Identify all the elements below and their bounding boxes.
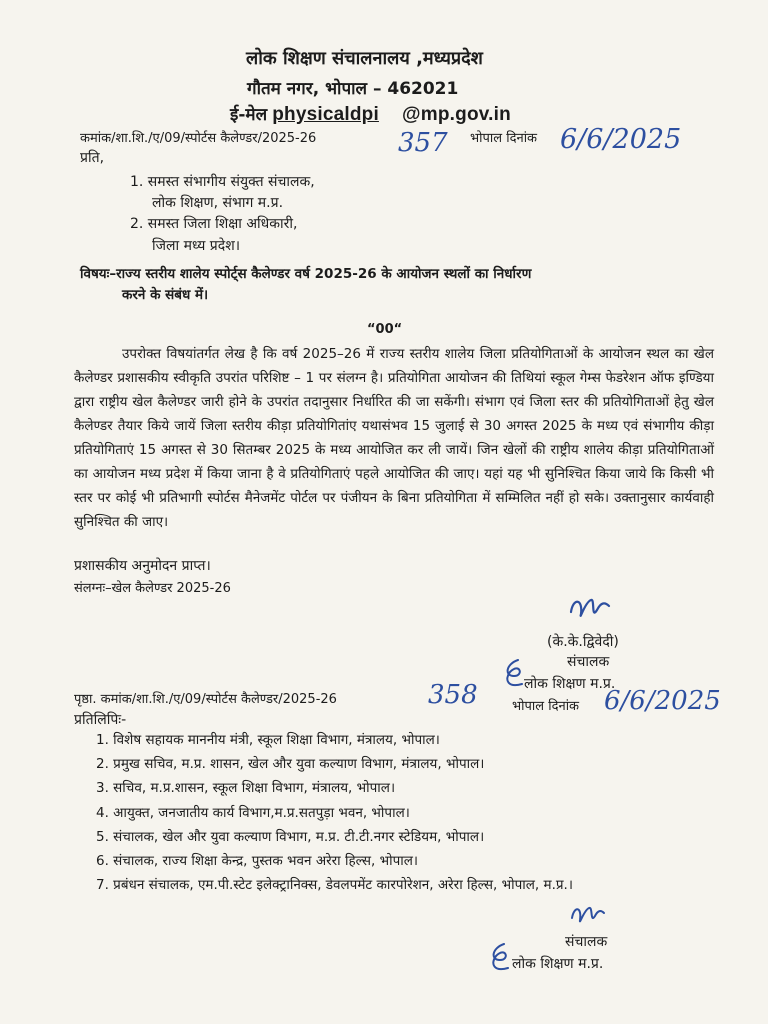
attachment-note: संलग्नः–खेल कैलेण्डर 2025-26 bbox=[74, 581, 231, 596]
subject-line-2: करने के संबंध में। bbox=[122, 287, 209, 303]
copy-item: 4. आयुक्त, जनजातीय कार्य विभाग,म.प्र.सतपुड़ा भवन, भोपाल। bbox=[96, 804, 410, 821]
place-date-label: भोपाल दिनांक bbox=[470, 131, 538, 146]
email-line bbox=[230, 102, 511, 126]
email-label: ई-मेल bbox=[230, 105, 268, 125]
copy-signatory-office: लोक शिक्षण म.प्र. bbox=[512, 956, 604, 972]
to-label: प्रति, bbox=[80, 150, 105, 166]
copy-signatory-title: संचालक bbox=[565, 934, 608, 950]
copy-handwritten-ref-number: 358 bbox=[428, 680, 478, 710]
org-name: लोक शिक्षण संचालनालय ,मध्यप्रदेश bbox=[246, 48, 483, 69]
recipient-2-line1: 2. समस्त जिला शिक्षा अधिकारी, bbox=[130, 216, 298, 232]
copy-item: 1. विशेष सहायक माननीय मंत्री, स्कूल शिक्षा विभाग, मंत्रालय, भोपाल। bbox=[96, 732, 440, 748]
handwritten-date: 6/6/2025 bbox=[560, 124, 682, 155]
signature-initials-1 bbox=[565, 592, 615, 626]
recipient-1-line1: 1. समस्त संभागीय संयुक्त संचालक, bbox=[130, 174, 315, 190]
org-address: गौतम नगर, भोपाल – 462021 bbox=[247, 79, 459, 99]
signature-initials-2 bbox=[568, 900, 608, 930]
copy-ref-number: पृष्ठा. कमांक/शा.शि./ए/09/स्पोर्टस कैलेण्डर/2025-26 bbox=[74, 692, 337, 707]
separator: “00“ bbox=[367, 322, 403, 337]
email-domain: @mp.gov.in bbox=[402, 104, 511, 125]
signatory-office: लोक शिक्षण म.प्र. bbox=[524, 676, 616, 692]
email-user: physicaldpi bbox=[272, 104, 379, 125]
copy-place-date-label: भोपाल दिनांक bbox=[512, 699, 580, 714]
copy-item: 2. प्रमुख सचिव, म.प्र. शासन, खेल और युवा कल्याण विभाग, मंत्रालय, भोपाल। bbox=[96, 756, 485, 773]
body-paragraph: उपरोक्त विषयांतर्गत लेख है कि वर्ष 2025–26 में राज्य स्तरीय शालेय जिला प्रतियोगिताओं के आयोजन स्थल का खेल कैलेण्डर प्रशासकीय स्वीकृति उपरांत परिशिष्ट – 1 पर संलग्न है। प्रतियोगिता आयोजन की तिथियां स्कूल गेम्स फेडरेशन ऑफ इण्डिया द्वारा राष्ट्रीय खेल कैलेण्डर जारी होने के उपरांत तदानुसार निर्धारित की जा सकेंगी। संभाग एवं जिला स्तर की प्रतियोगिताओं हेतु खेल कैलेण्डर तैयार किये जायें जिला स्तरीय कीड़ा प्रतियोगितांए यथासंभव 15 जुलाई से 30 अगस्त 2025 के मध्य एवं संभागीय कीड़ा प्रतियोगिताएं 15 अगस्त से 30 सितम्बर 2025 के मध्य आयोजित कर ली जायें। जिन खेलों की राष्ट्रीय शालेय कीड़ा प्रतियोगिताओं का आयोजन मध्य प्रदेश में किया जाना है वे प्रतियोगिताएं पहले आयोजित की जाए। यहां यह भी सुनिश्चित किया जाये कि किसी भी स्तर पर कोई भी प्रतिभागी स्पोर्टस मैनेजमेंट पोर्टल पर पंजीयन के बिना प्रतियोगिता में सम्मिलित नहीं हो सके। उक्तानुसार कार्यवाही सुनिश्चित की जाए। bbox=[74, 346, 714, 530]
signatory-title: संचालक bbox=[567, 654, 610, 670]
subject-line-1: विषयः–राज्य स्तरीय शालेय स्पोर्ट्स कैलेण्डर वर्ष 2025-26 के आयोजन स्थलों का निर्धारण bbox=[80, 266, 532, 282]
copy-item: 6. संचालक, राज्य शिक्षा केन्द्र, पुस्तक भवन अरेरा हिल्स, भोपाल। bbox=[96, 853, 419, 870]
signatory-name: (के.के.द्विवेदी) bbox=[547, 634, 619, 650]
recipient-1-line2: लोक शिक्षण, संभाग म.प्र. bbox=[152, 195, 284, 211]
copy-label: प्रतिलिपिः- bbox=[74, 712, 127, 728]
handwritten-ref-number: 357 bbox=[398, 128, 448, 158]
copy-handwritten-date: 6/6/2025 bbox=[604, 686, 721, 716]
copy-list bbox=[96, 728, 696, 897]
copy-item: 3. सचिव, म.प्र.शासन, स्कूल शिक्षा विभाग, मंत्रालय, भोपाल। bbox=[96, 780, 396, 797]
approval-note: प्रशासकीय अनुमोदन प्राप्त। bbox=[74, 558, 211, 574]
recipient-2-line2: जिला मध्य प्रदेश। bbox=[152, 238, 241, 254]
copy-item: 7. प्रबंधन संचालक, एम.पी.स्टेट इलेक्ट्रानिक्स, डेवलपमेंट कारपोरेशन, अरेरा हिल्स, भोपाल, म.प्र.। bbox=[96, 877, 573, 894]
ref-number: कमांक/शा.शि./ए/09/स्पोर्टस कैलेण्डर/2025-26 bbox=[80, 131, 317, 146]
copy-item: 5. संचालक, खेल और युवा कल्याण विभाग, म.प्र. टी.टी.नगर स्टेडियम, भोपाल। bbox=[96, 828, 485, 845]
